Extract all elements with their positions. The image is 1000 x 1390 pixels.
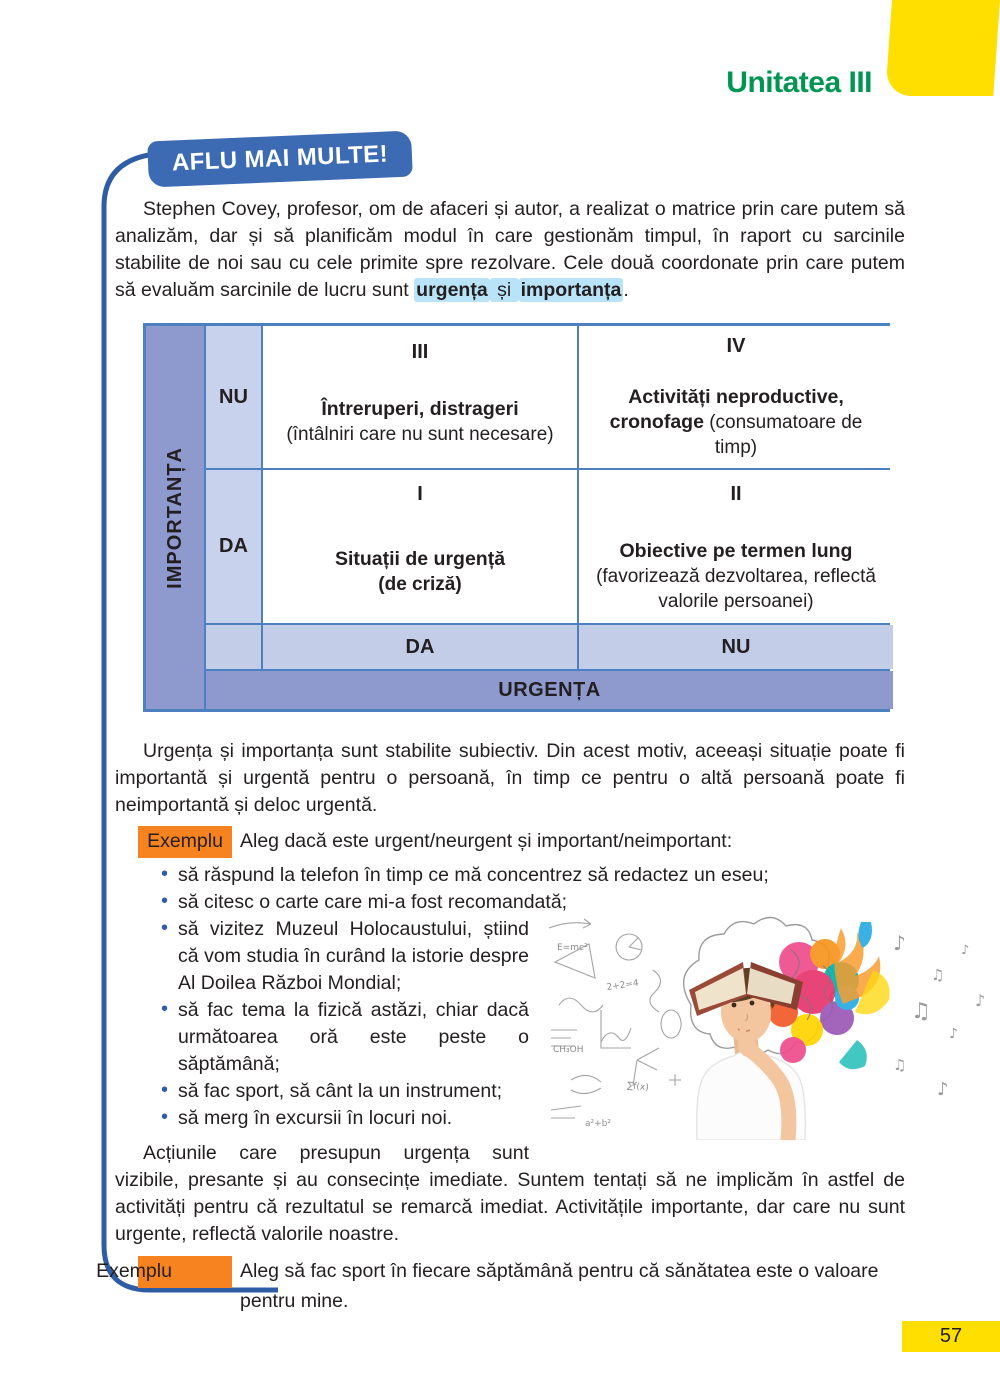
quadrant-i-numeral: I	[417, 483, 423, 505]
matrix-quadrant-iii	[263, 326, 577, 468]
quadrant-i-title: Situații de urgență	[334, 548, 506, 570]
music-note: ♪	[975, 991, 986, 1010]
matrix-row-axis	[146, 326, 204, 709]
formula-text: CH₃OH	[553, 1045, 584, 1055]
matrix-col-axis: URGENȚA	[206, 671, 893, 709]
quadrant-ii-numeral: II	[730, 483, 742, 505]
quadrant-ii-title: Obiective pe termen lung	[619, 540, 853, 562]
list-item	[115, 1078, 905, 1105]
matrix-quadrant-i	[263, 470, 577, 623]
music-note: ♪	[961, 943, 970, 958]
term-urgenta: urgența	[416, 279, 488, 301]
quadrant-iii-title: Întreruperi, distrageri	[321, 398, 519, 420]
page-number: 57	[939, 1325, 963, 1347]
quadrant-iv-note: (consumatoare de timp)	[703, 412, 863, 458]
quadrant-iv-title: Activități neproductive, cronofage	[609, 386, 844, 433]
matrix-col-label-da: DA	[263, 625, 577, 669]
matrix-row-axis-label: IMPORTANȚA	[163, 446, 186, 589]
bullet-icon: •	[161, 863, 169, 885]
music-notes-icon	[893, 931, 985, 1100]
bullet-icon: •	[161, 1106, 169, 1128]
list-item-text: să vizitez Muzeul Holocaustului, știind că vom studia în curând la istorie despre Al Doilea Război Mondial;	[178, 918, 529, 994]
formula-text: 2+2=4	[606, 978, 640, 993]
intro-text: Stephen Covey, profesor, om de afaceri și autor, a realizat o matrice prin care putem să analizăm, dar și să planificăm modul în care gestionăm timpul, în raport cu sarcinile stabilite de noi sau cu cele primite spre rezolvare. Cele două coordonate prin care putem să evaluăm sarcinile de lucru sunt	[115, 198, 905, 301]
list-item	[115, 862, 905, 889]
music-note: ♫	[931, 966, 945, 984]
matrix-col-label-nu: NU	[579, 625, 893, 669]
term-importanta: importanța	[520, 279, 622, 301]
list-item-text: să citesc o carte care mi-a fost recomandată;	[178, 891, 568, 913]
list-item	[115, 997, 905, 1078]
bullet-icon: •	[161, 1079, 169, 1101]
unit-title: Unitatea III	[726, 66, 872, 99]
intro-paragraph	[115, 196, 905, 304]
term-connector: și	[491, 279, 517, 301]
quadrant-ii-note: (favorizează dezvoltarea, reflectă valorile persoanei)	[596, 566, 876, 612]
quadrant-iv-numeral: IV	[726, 335, 746, 357]
paragraph-subjective: Urgența și importanța sunt stabilite subiectiv. Din acest motiv, aceeași situație poate fi importantă și urgentă pentru o persoană, în timp ce pentru o altă persoană poate fi neimportantă și deloc urgentă.	[115, 740, 905, 816]
matrix-quadrant-ii	[579, 470, 893, 623]
eisenhower-matrix	[143, 323, 890, 712]
page-content	[96, 196, 986, 1315]
formula-text: ∑f(x)	[626, 1081, 650, 1094]
formula-text: E=mc²	[557, 943, 588, 953]
list-item-text: să merg în excursii în locuri noi.	[178, 1107, 453, 1129]
example-2	[96, 1256, 905, 1315]
bullet-icon: •	[161, 890, 169, 912]
matrix-spacer-cell	[206, 625, 261, 669]
music-note: ♪	[893, 931, 906, 955]
bullet-icon: •	[161, 917, 169, 939]
section-banner-label: AFLU MAI MULTE!	[171, 140, 389, 177]
intro-period: .	[623, 279, 629, 301]
list-item	[115, 1105, 905, 1132]
example-badge: Exemplu	[138, 1256, 232, 1288]
list-item-text: să răspund la telefon în timp ce mă concentrez să redactez un eseu;	[178, 864, 769, 886]
example-2-text: Aleg să fac sport în fiecare săptămână pentru că sănătatea este o valoare pentru mine.	[240, 1260, 879, 1312]
examples-list	[115, 862, 986, 1132]
bullet-icon: •	[161, 998, 169, 1020]
example-1	[138, 826, 905, 858]
paragraph-actions: Acțiunile care presupun urgența sunt vizibile, presante și au consecințe imediate. Suntem tentați să ne implicăm în astfel de activități pentru că rezultatul se remarcă imediat. Activitățile importante, dar care nu sunt urgente, reflectă valorile noastre.	[115, 1142, 905, 1245]
music-note: ♪	[949, 1026, 958, 1042]
list-item-text: să fac tema la fizică astăzi, chiar dacă următoarea oră este peste o săptămână;	[178, 999, 529, 1075]
formula-text: a²+b²	[585, 1119, 611, 1129]
music-note: ♫	[911, 999, 931, 1024]
example-1-text: Aleg dacă este urgent/neurgent și important/neimportant:	[240, 830, 733, 852]
example-badge: Exemplu	[138, 826, 232, 858]
quadrant-iii-note: (întâlniri care nu sunt necesare)	[286, 424, 554, 445]
music-note: ♫	[893, 1056, 907, 1074]
page-number-tab	[902, 1321, 1000, 1352]
matrix-row-label-nu: NU	[206, 326, 261, 468]
matrix-row-label-da: DA	[206, 470, 261, 623]
list-item-text: să fac sport, să cânt la un instrument;	[178, 1080, 503, 1102]
music-note: ♪	[937, 1079, 949, 1100]
unit-corner-tab	[885, 0, 1000, 96]
quadrant-i-note: (de criză)	[378, 574, 462, 595]
matrix-quadrant-iv	[579, 326, 893, 468]
quadrant-iii-numeral: III	[411, 341, 429, 363]
